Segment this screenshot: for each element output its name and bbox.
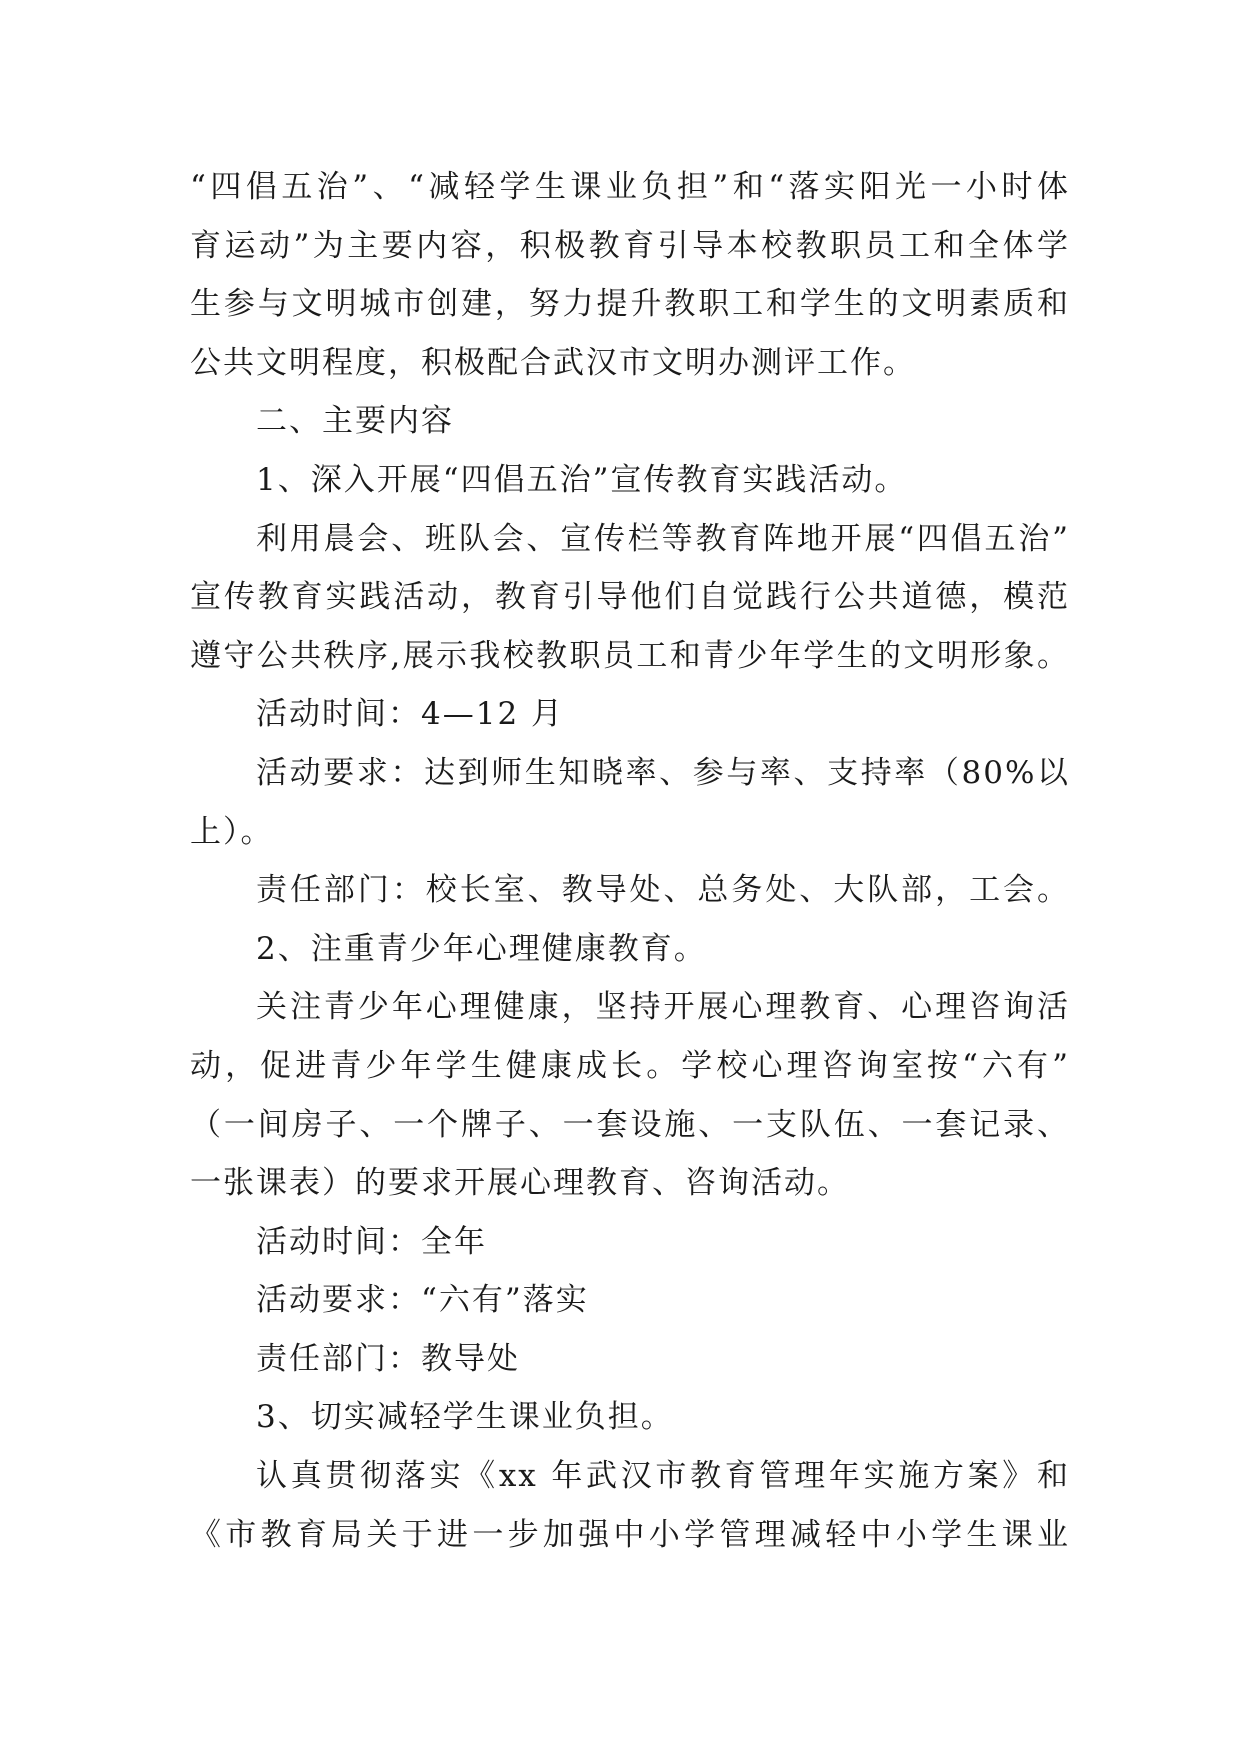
text-line: 1、深入开展“四倡五治”宣传教育实践活动。 [256, 461, 908, 498]
text-line: 活动时间：4—12 月 [256, 696, 565, 733]
text-line: 育运动”为主要内容，积极教育引导本校教职员工和全体学 [190, 227, 1070, 264]
text-line: 动，促进青少年学生健康成长。学校心理咨询室按“六有” [190, 1047, 1070, 1084]
text-line: 3、切实减轻学生课业负担。 [256, 1399, 674, 1436]
text-line: 遵守公共秩序,展示我校教职员工和青少年学生的文明形象。 [190, 637, 1070, 674]
text-line: 活动时间：全年 [256, 1223, 487, 1260]
text-line: 责任部门：教导处 [256, 1340, 520, 1377]
text-line: 宣传教育实践活动，教育引导他们自觉践行公共道德，模范 [190, 579, 1070, 616]
text-line: 责任部门：校长室、教导处、总务处、大队部，工会。 [256, 872, 1070, 909]
text-line: 活动要求：“六有”落实 [256, 1282, 589, 1319]
text-line: 2、注重青少年心理健康教育。 [256, 930, 707, 967]
text-line: 利用晨会、班队会、宣传栏等教育阵地开展“四倡五治” [256, 520, 1070, 557]
text-line: 《市教育局关于进一步加强中小学管理减轻中小学生课业 [190, 1516, 1070, 1553]
text-line: 二、主要内容 [256, 403, 454, 440]
text-line: “四倡五治”、“减轻学生课业负担”和“落实阳光一小时体 [190, 169, 1070, 205]
text-line: 活动要求：达到师生知晓率、参与率、支持率（80%以 [256, 754, 1070, 791]
document-body [190, 158, 1070, 1564]
text-line: 关注青少年心理健康，坚持开展心理教育、心理咨询活 [256, 989, 1070, 1026]
text-line: 上）。 [190, 813, 274, 850]
text-line: 公共文明程度，积极配合武汉市文明办测评工作。 [190, 344, 916, 381]
text-line: 一张课表）的要求开展心理教育、咨询活动。 [190, 1165, 850, 1202]
text-line: （一间房子、一个牌子、一套设施、一支队伍、一套记录、 [190, 1106, 1070, 1143]
text-line: 认真贯彻落实《xx 年武汉市教育管理年实施方案》和 [256, 1458, 1070, 1495]
text-line: 生参与文明城市创建，努力提升教职工和学生的文明素质和 [190, 286, 1070, 323]
